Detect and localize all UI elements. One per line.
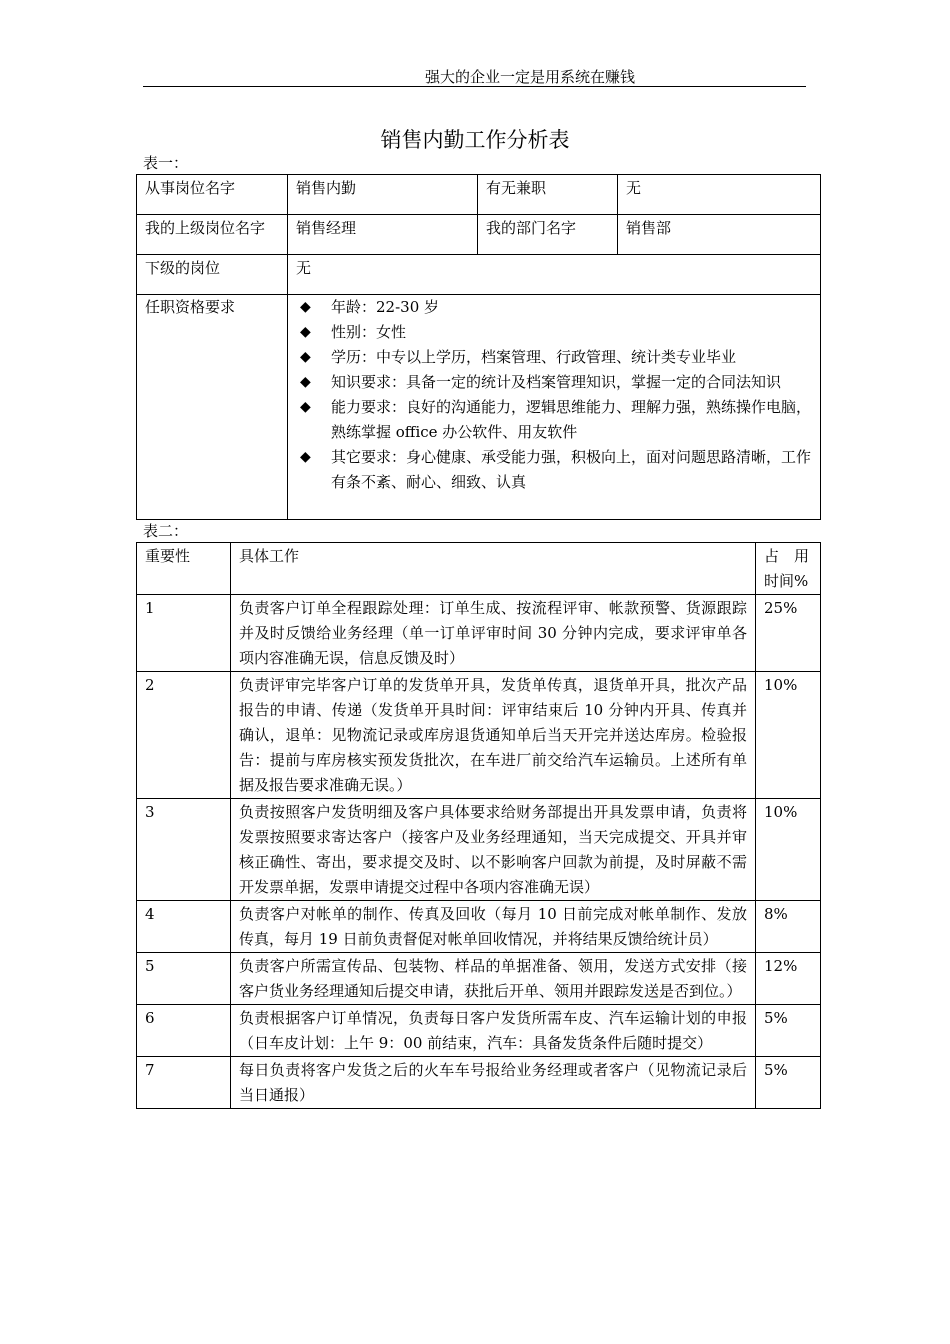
qualification-list [296,295,812,495]
work-cell: 负责客户所需宣传品、包装物、样品的单据准备、领用，发送方式安排（接客户货业务经理通知后提交申请，获批后开单、领用并跟踪发送是否到位。） [231,953,756,1005]
table-row [137,215,821,255]
table1-caption: 表一： [143,154,189,172]
work-cell: 负责根据客户订单情况，负责每日客户发货所需车皮、汽车运输计划的申报（日车皮计划：上午 9：00 前结束，汽车：具备发货条件后随时提交） [231,1005,756,1057]
time-cell: 12% [756,953,821,1005]
work-analysis-table [136,542,821,1109]
list-item-text: 知识要求：具备一定的统计及档案管理知识，掌握一定的合同法知识 [331,373,782,391]
list-item [296,395,812,445]
table-row [137,799,821,901]
superior-position-value: 销售经理 [288,215,478,255]
diamond-bullet-icon: ◆ [300,374,311,390]
importance-cell: 1 [137,595,231,672]
qualification-list-cell [288,295,821,520]
superior-position-label: 我的上级岗位名字 [137,215,288,255]
importance-cell: 2 [137,672,231,799]
table-row [137,901,821,953]
work-header: 具体工作 [231,543,756,595]
work-cell: 负责评审完毕客户订单的发货单开具，发货单传真，退货单开具，批次产品报告的申请、传递（发货单开具时间：评审结束后 10 分钟内开具、传真并确认，退单：见物流记录或库房退货通知单后当天开完并送达库房。检验报告：提前与库房核实预发货批次，在车进厂前交给汽车运输员。上述所有单据及报告要求准确无误。） [231,672,756,799]
time-cell: 5% [756,1057,821,1109]
time-cell: 10% [756,799,821,901]
list-item-text: 性别：女性 [331,323,407,341]
table2-caption: 表二： [143,522,189,540]
subordinate-position-value: 无 [288,255,821,295]
qualification-label: 任职资格要求 [137,295,288,520]
list-item [296,295,812,320]
time-cell: 8% [756,901,821,953]
table-row [137,1005,821,1057]
position-info-table [136,174,821,520]
page-header-text: 强大的企业一定是用系统在赚钱 [425,68,636,86]
list-item [296,445,812,495]
diamond-bullet-icon: ◆ [300,449,311,465]
position-name-label: 从事岗位名字 [137,175,288,215]
time-cell: 10% [756,672,821,799]
table-row [137,295,821,520]
importance-cell: 3 [137,799,231,901]
diamond-bullet-icon: ◆ [300,349,311,365]
list-item [296,345,812,370]
header-divider [143,86,806,87]
time-header: 占 用时间% [756,543,821,595]
table-row [137,953,821,1005]
list-item [296,320,812,345]
table-row [137,672,821,799]
table-row [137,255,821,295]
importance-header: 重要性 [137,543,231,595]
department-value: 销售部 [618,215,821,255]
subordinate-position-label: 下级的岗位 [137,255,288,295]
work-cell: 负责按照客户发货明细及客户具体要求给财务部提出开具发票申请，负责将发票按照要求寄达客户（接客户及业务经理通知，当天完成提交、开具并审核正确性、寄出，要求提交及时、以不影响客户回款为前提，及时屏蔽不需开发票单据，发票申请提交过程中各项内容准确无误） [231,799,756,901]
list-item-text: 能力要求：良好的沟通能力，逻辑思维能力、理解力强，熟练操作电脑，熟练掌握 office 办公软件、用友软件 [331,398,812,441]
diamond-bullet-icon: ◆ [300,399,311,415]
importance-cell: 7 [137,1057,231,1109]
time-cell: 5% [756,1005,821,1057]
diamond-bullet-icon: ◆ [300,299,311,315]
list-item-text: 学历：中专以上学历，档案管理、行政管理、统计类专业毕业 [331,348,737,366]
diamond-bullet-icon: ◆ [300,324,311,340]
importance-cell: 6 [137,1005,231,1057]
list-item-text: 年龄：22-30 岁 [331,298,440,316]
list-item [296,370,812,395]
table-row [137,1057,821,1109]
work-cell: 负责客户订单全程跟踪处理：订单生成、按流程评审、帐款预警、货源跟踪并及时反馈给业务经理（单一订单评审时间 30 分钟内完成，要求评审单各项内容准确无误，信息反馈及时） [231,595,756,672]
time-cell: 25% [756,595,821,672]
part-time-value: 无 [618,175,821,215]
importance-cell: 5 [137,953,231,1005]
table-header-row [137,543,821,595]
table-row [137,595,821,672]
work-cell: 负责客户对帐单的制作、传真及回收（每月 10 日前完成对帐单制作、发放传真，每月 19 日前负责督促对帐单回收情况，并将结果反馈给统计员） [231,901,756,953]
document-title: 销售内勤工作分析表 [380,128,570,152]
position-name-value: 销售内勤 [288,175,478,215]
importance-cell: 4 [137,901,231,953]
work-cell: 每日负责将客户发货之后的火车车号报给业务经理或者客户（见物流记录后当日通报） [231,1057,756,1109]
part-time-label: 有无兼职 [478,175,618,215]
department-label: 我的部门名字 [478,215,618,255]
table-row [137,175,821,215]
list-item-text: 其它要求：身心健康、承受能力强，积极向上，面对问题思路清晰，工作有条不紊、耐心、细致、认真 [331,448,812,491]
